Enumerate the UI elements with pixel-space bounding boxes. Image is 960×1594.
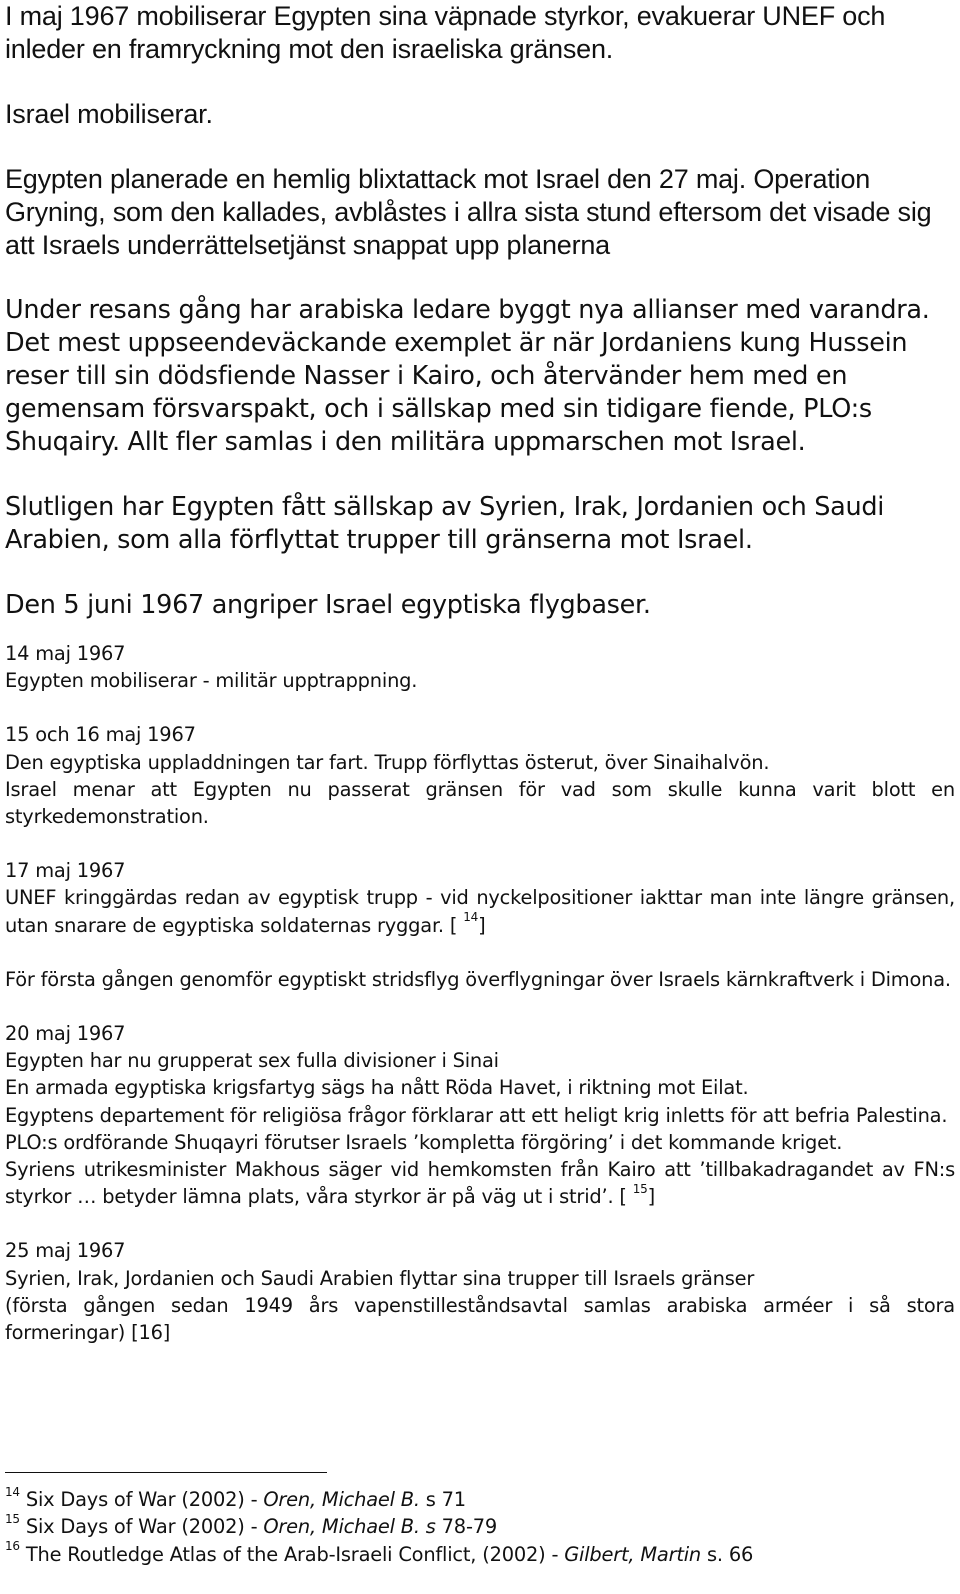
bracket-close: ] [647, 1185, 655, 1209]
timeline-text [5, 884, 955, 938]
document-body [5, 0, 955, 1346]
bracket-close: ] [478, 913, 486, 937]
footnote-author: Oren, Michael B. s [263, 1515, 436, 1539]
footnote [5, 1486, 945, 1513]
timeline-text: För första gången genomför egyptiskt stridsflyg överflygningar över Israels kärnkraftverk i Dimona. [5, 967, 951, 991]
timeline-text: En armada egyptiska krigsfartyg sägs ha nått Röda Havet, i riktning mot Eilat. [5, 1076, 749, 1100]
footnote-source: Six Days of War (2002) - [19, 1488, 264, 1511]
timeline-text-body: Syriens utrikesminister Makhous säger vid hemkomsten från Kairo att ’tillbakadragandet av FN:s styrkor … betyder lämna plats, våra styrkor är på väg ut i strid’. [ [5, 1158, 955, 1209]
intro-paragraph-5: Slutligen har Egypten fått sällskap av Syrien, Irak, Jordanien och Saudi Arabien, som alla förflyttat trupper till gränserna mot Israel. [5, 492, 885, 555]
timeline-text: Israel menar att Egypten nu passerat gränsen för vad som skulle kunna varit blott en styrkedemonstration. [5, 777, 955, 829]
timeline-entry [5, 857, 955, 993]
intro-paragraph-6: Den 5 juni 1967 angriper Israel egyptiska flygbaser. [5, 590, 651, 620]
timeline-date: 15 och 16 maj 1967 [5, 723, 196, 747]
footnote-author: Oren, Michael B. [263, 1488, 420, 1511]
timeline-text-body: UNEF kringgärdas redan av egyptisk trupp - vid nyckelpositioner iakttar man inte längre gränsen, utan snarare de egyptiska soldaternas ryggar. [ [5, 886, 955, 937]
timeline-entry [5, 721, 955, 830]
timeline-text: Egyptens departement för religiösa frågor förklarar att ett heligt krig inletts för att befria Palestina. [5, 1103, 948, 1127]
footnote-separator [5, 1472, 327, 1473]
intro-paragraph-3: Egypten planerade en hemlig blixtattack mot Israel den 27 maj. Operation Gryning, som den kallades, avblåstes i allra sista stund eftersom det visade sig att Israels underrättelsetjänst snappat upp planerna [5, 164, 932, 260]
footnote-reference[interactable]: 15 [632, 1181, 648, 1196]
footnote-author: Gilbert, Martin [564, 1542, 702, 1566]
footnote-page: s 71 [419, 1488, 466, 1511]
timeline-date: 14 maj 1967 [5, 642, 126, 665]
timeline-text: Egypten mobiliserar - militär upptrappning. [5, 669, 418, 693]
timeline-text: Egypten har nu grupperat sex fulla divisioner i Sinai [5, 1049, 499, 1073]
timeline-text: (första gången sedan 1949 års vapenstilleståndsavtal samlas arabiska arméer i så stora formeringar) [16] [5, 1293, 955, 1345]
footnote-source: The Routledge Atlas of the Arab-Israeli Conflict, (2002) - [19, 1542, 565, 1566]
timeline-date: 25 maj 1967 [5, 1239, 126, 1263]
timeline-text: Syrien, Irak, Jordanien och Saudi Arabien flyttar sina trupper till Israels gränser [5, 1266, 755, 1290]
timeline-date: 20 maj 1967 [5, 1022, 126, 1046]
footnote-number: 14 [5, 1484, 20, 1499]
timeline-entry [5, 1237, 955, 1346]
intro-paragraph-4: Under resans gång har arabiska ledare byggt nya allianser med varandra. Det mest uppseendeväckande exemplet är när Jordaniens kung Hussein reser till sin dödsfiende Nasser i Kairo, och återvänder hem med en gemensam försvarspakt, och i sällskap med sin tidigare fiende, PLO:s Shuqairy. Allt fler samlas i den militära uppmarschen mot Israel. [5, 295, 930, 457]
footnote-source: Six Days of War (2002) - [19, 1515, 264, 1539]
footnote-page: s. 66 [701, 1542, 754, 1566]
timeline-text: PLO:s ordförande Shuqayri förutser Israels ’kompletta förgöring’ i det kommande kriget. [5, 1130, 843, 1154]
timeline-entry [5, 640, 955, 694]
footnote-number: 16 [5, 1539, 20, 1554]
footnote [5, 1513, 945, 1540]
timeline-date: 17 maj 1967 [5, 859, 126, 883]
intro-paragraph-1: I maj 1967 mobiliserar Egypten sina väpnade styrkor, evakuerar UNEF och inleder en framryckning mot den israeliska gränsen. [5, 1, 886, 64]
footnote [5, 1541, 945, 1568]
footnotes [5, 1486, 945, 1568]
timeline-text: Den egyptiska uppladdningen tar fart. Trupp förflyttas österut, över Sinaihalvön. [5, 750, 770, 774]
footnote-page: 78-79 [435, 1515, 498, 1539]
timeline-entry [5, 1020, 955, 1210]
timeline-text [5, 1156, 955, 1210]
footnote-reference[interactable]: 14 [463, 910, 479, 925]
footnote-number: 15 [5, 1511, 20, 1526]
intro-paragraph-2: Israel mobiliserar. [5, 99, 213, 129]
